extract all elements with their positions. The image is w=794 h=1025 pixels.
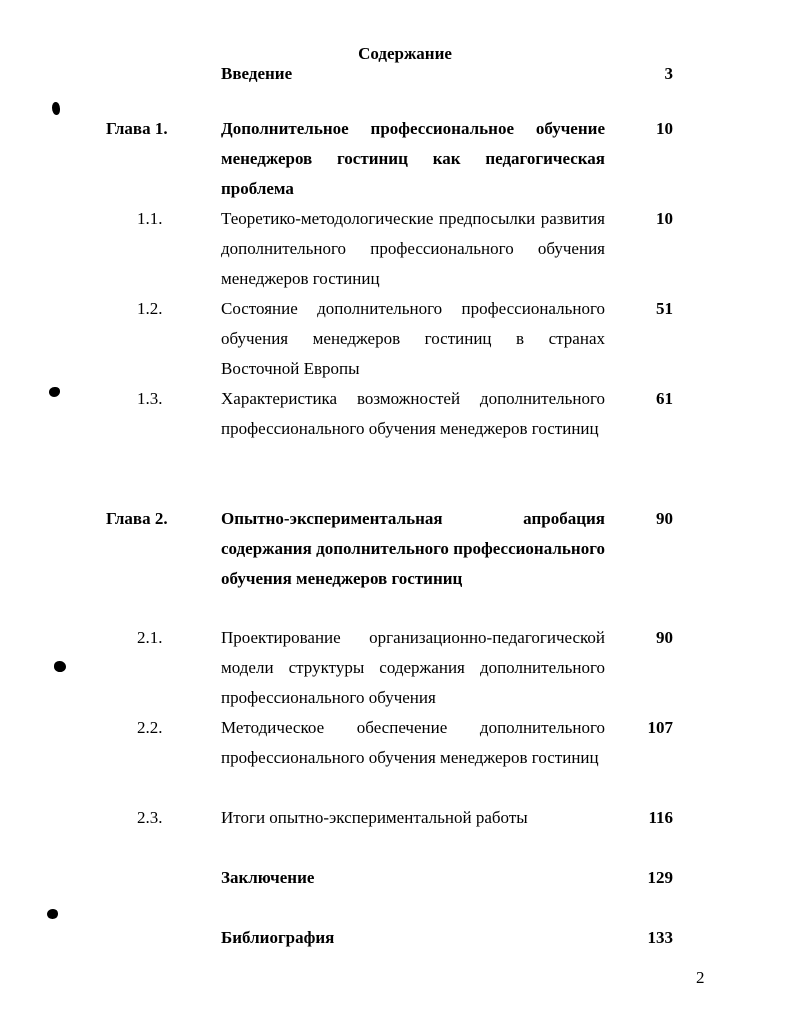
toc-entry-page: 90 [656,509,673,528]
toc-entry-number: 2.1. [137,628,163,647]
toc-entry-title: Библиография [221,928,335,947]
toc-entry-page: 61 [656,389,673,408]
toc-entry-number: Глава 1. [106,119,168,138]
page-title: Содержание [358,44,452,63]
toc-entry-page: 10 [656,209,673,228]
toc-entry-number: 1.1. [137,209,163,228]
toc-entry-title: Методическое обеспечение дополнительного профессионального обучения менеджеров гостиниц [221,718,605,767]
toc-entry-page: 116 [648,808,673,827]
toc-entry-page: 107 [647,718,673,737]
toc-entry-title: Дополнительное профессиональное обучение менеджеров гостиниц как педагогическая проблема [221,119,605,198]
ink-blot-mark [54,661,66,672]
toc-entry-number: 1.3. [137,389,163,408]
toc-entry-title: Характеристика возможностей дополнительного профессионального обучения менеджеров гостиниц [221,389,605,438]
toc-entry-title: Введение [221,64,293,83]
toc-entry-number: 2.2. [137,718,163,737]
toc-entry-title: Состояние дополнительного профессионального обучения менеджеров гостиниц в странах Восточной Европы [221,299,605,378]
toc-entry-number: Глава 2. [106,509,168,528]
toc-entry-page: 129 [647,868,673,887]
toc-entry-title: Заключение [221,868,315,887]
toc-entry-page: 3 [664,64,673,83]
toc-entry-page: 90 [656,628,673,647]
toc-entry-page: 133 [647,928,673,947]
toc-entry-title: Итоги опытно-экспериментальной работы [221,808,528,827]
page-number: 2 [696,968,705,987]
toc-entry-page: 51 [656,299,673,318]
toc-entry-number: 1.2. [137,299,163,318]
ink-blot-mark [47,909,58,919]
toc-entry-title: Проектирование организационно-педагогической модели структуры содержания дополнительного профессионального обучения [221,628,605,707]
toc-entry-number: 2.3. [137,808,163,827]
toc-entry-title: Теоретико-методологические предпосылки развития дополнительного профессионального обучения менеджеров гостиниц [221,209,605,288]
toc-entry-title: Опытно-экспериментальная апробация содержания дополнительного профессионального обучения менеджеров гостиниц [221,509,605,588]
ink-blot-mark [52,102,60,115]
toc-entry-page: 10 [656,119,673,138]
